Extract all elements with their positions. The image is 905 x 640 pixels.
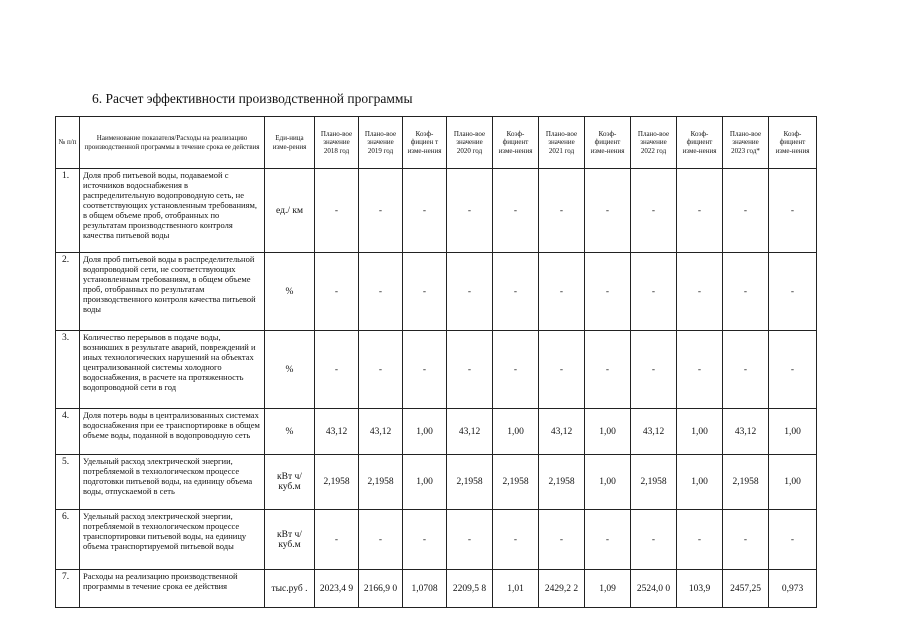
value-cell: 2,1958 — [359, 455, 403, 510]
value-cell: 1,00 — [403, 455, 447, 510]
value-cell: - — [677, 169, 723, 253]
header-row — [56, 117, 817, 169]
indicator-name: Расходы на реализацию производственной программы в течение срока ее действия — [80, 570, 265, 608]
value-cell: 2166,9 0 — [359, 570, 403, 608]
row-number: 6. — [56, 510, 80, 570]
efficiency-table — [55, 116, 817, 608]
column-header-0: № п/п — [56, 117, 80, 169]
value-cell: 2209,5 8 — [447, 570, 493, 608]
value-cell: - — [493, 169, 539, 253]
row-number: 7. — [56, 570, 80, 608]
value-cell: 2023,4 9 — [315, 570, 359, 608]
value-cell: - — [677, 253, 723, 331]
unit-cell: % — [265, 331, 315, 409]
column-header-12: Плано-вое значение 2023 год* — [723, 117, 769, 169]
value-cell: - — [539, 510, 585, 570]
value-cell: - — [315, 331, 359, 409]
value-cell: 1,0708 — [403, 570, 447, 608]
value-cell: - — [447, 510, 493, 570]
value-cell: 2,1958 — [315, 455, 359, 510]
column-header-9: Коэф-фициент изме-нения — [585, 117, 631, 169]
table-row — [56, 455, 817, 510]
value-cell: 1,00 — [585, 455, 631, 510]
value-cell: - — [677, 331, 723, 409]
value-cell: - — [403, 510, 447, 570]
indicator-name: Удельный расход электрической энергии, потребляемой в технологическом процессе транспортировки питьевой воды, на единицу объема транспортируемой питьевой воды — [80, 510, 265, 570]
value-cell: - — [315, 169, 359, 253]
column-header-4: Плано-вое значение 2019 год — [359, 117, 403, 169]
column-header-6: Плано-вое значение 2020 год — [447, 117, 493, 169]
table-row — [56, 510, 817, 570]
value-cell: 43,12 — [723, 409, 769, 455]
row-number: 5. — [56, 455, 80, 510]
value-cell: - — [403, 169, 447, 253]
column-header-1: Наименование показателя/Расходы на реализацию производственной программы в течение срока ее действия — [80, 117, 265, 169]
indicator-name: Доля проб питьевой воды, подаваемой с источников водоснабжения в распределительную водопроводную сеть, не соответствующих установленным требованиям, в общем объеме проб, отобранных по результатам производственного контроля качества питьевой воды — [80, 169, 265, 253]
value-cell: - — [631, 253, 677, 331]
value-cell: - — [403, 331, 447, 409]
value-cell: 43,12 — [315, 409, 359, 455]
indicator-name: Количество перерывов в подаче воды, возникших в результате аварий, повреждений и иных технологических нарушений на объектах централизованной системы холодного водоснабжения, в расчете на протяженность водопроводной сети в год — [80, 331, 265, 409]
value-cell: 2,1958 — [723, 455, 769, 510]
value-cell: - — [585, 510, 631, 570]
row-number: 1. — [56, 169, 80, 253]
value-cell: - — [493, 331, 539, 409]
value-cell: 43,12 — [359, 409, 403, 455]
value-cell: - — [359, 253, 403, 331]
value-cell: - — [447, 331, 493, 409]
value-cell: 1,00 — [403, 409, 447, 455]
value-cell: - — [447, 169, 493, 253]
value-cell: 1,00 — [493, 409, 539, 455]
value-cell: 1,00 — [677, 455, 723, 510]
value-cell: - — [585, 253, 631, 331]
value-cell: 1,00 — [585, 409, 631, 455]
value-cell: 43,12 — [447, 409, 493, 455]
indicator-name: Удельный расход электрической энергии, потребляемой в технологическом процессе подготовки питьевой воды, на единицу объема воды, отпускаемой в сеть — [80, 455, 265, 510]
table-row — [56, 253, 817, 331]
value-cell: - — [539, 253, 585, 331]
value-cell: - — [769, 510, 817, 570]
value-cell: - — [631, 169, 677, 253]
value-cell: - — [677, 510, 723, 570]
value-cell: 0,973 — [769, 570, 817, 608]
indicator-name: Доля потерь воды в централизованных системах водоснабжения при ее транспортировке в общем объеме воды, поданной в водопроводную сеть — [80, 409, 265, 455]
value-cell: - — [493, 510, 539, 570]
value-cell: - — [359, 169, 403, 253]
column-header-5: Коэф-фициен т изме-нения — [403, 117, 447, 169]
value-cell: 43,12 — [631, 409, 677, 455]
value-cell: 2,1958 — [631, 455, 677, 510]
table-row — [56, 570, 817, 608]
value-cell: - — [359, 331, 403, 409]
column-header-11: Коэф-фициент изме-нения — [677, 117, 723, 169]
value-cell: 2457,25 — [723, 570, 769, 608]
row-number: 4. — [56, 409, 80, 455]
value-cell: 103,9 — [677, 570, 723, 608]
value-cell: - — [315, 510, 359, 570]
value-cell: - — [359, 510, 403, 570]
value-cell: - — [769, 169, 817, 253]
unit-cell: тыс.руб . — [265, 570, 315, 608]
row-number: 3. — [56, 331, 80, 409]
page-title: 6. Расчет эффективности производственной программы — [92, 91, 413, 106]
value-cell: - — [539, 169, 585, 253]
indicator-name: Доля проб питьевой воды в распределительной водопроводной сети, не соответствующих установленным требованиям, в общем объеме проб, отобранных по результатам производственного контроля качества питьевой воды — [80, 253, 265, 331]
value-cell: - — [447, 253, 493, 331]
value-cell: 1,00 — [769, 409, 817, 455]
column-header-3: Плано-вое значение 2018 год — [315, 117, 359, 169]
value-cell: - — [631, 510, 677, 570]
row-number: 2. — [56, 253, 80, 331]
value-cell: - — [723, 253, 769, 331]
column-header-7: Коэф-фициент изме-нения — [493, 117, 539, 169]
value-cell: - — [723, 169, 769, 253]
value-cell: - — [631, 331, 677, 409]
table-row — [56, 409, 817, 455]
table-row — [56, 169, 817, 253]
value-cell: - — [769, 253, 817, 331]
table-row — [56, 331, 817, 409]
value-cell: - — [769, 331, 817, 409]
value-cell: 1,00 — [677, 409, 723, 455]
value-cell: - — [723, 331, 769, 409]
value-cell: 1,09 — [585, 570, 631, 608]
value-cell: 1,01 — [493, 570, 539, 608]
value-cell: 2,1958 — [493, 455, 539, 510]
unit-cell: кВт ч/куб.м — [265, 510, 315, 570]
value-cell: 2,1958 — [539, 455, 585, 510]
value-cell: 2429,2 2 — [539, 570, 585, 608]
unit-cell: % — [265, 409, 315, 455]
value-cell: - — [493, 253, 539, 331]
column-header-13: Коэф-фициент изме-нения — [769, 117, 817, 169]
value-cell: 2524,0 0 — [631, 570, 677, 608]
column-header-10: Плано-вое значение 2022 год — [631, 117, 677, 169]
value-cell: - — [539, 331, 585, 409]
value-cell: - — [723, 510, 769, 570]
unit-cell: кВт ч/куб.м — [265, 455, 315, 510]
column-header-2: Еди-ница изме-рения — [265, 117, 315, 169]
column-header-8: Плано-вое значение 2021 год — [539, 117, 585, 169]
unit-cell: ед./ км — [265, 169, 315, 253]
value-cell: - — [315, 253, 359, 331]
value-cell: 43,12 — [539, 409, 585, 455]
value-cell: 1,00 — [769, 455, 817, 510]
value-cell: - — [403, 253, 447, 331]
unit-cell: % — [265, 253, 315, 331]
value-cell: - — [585, 331, 631, 409]
value-cell: 2,1958 — [447, 455, 493, 510]
value-cell: - — [585, 169, 631, 253]
